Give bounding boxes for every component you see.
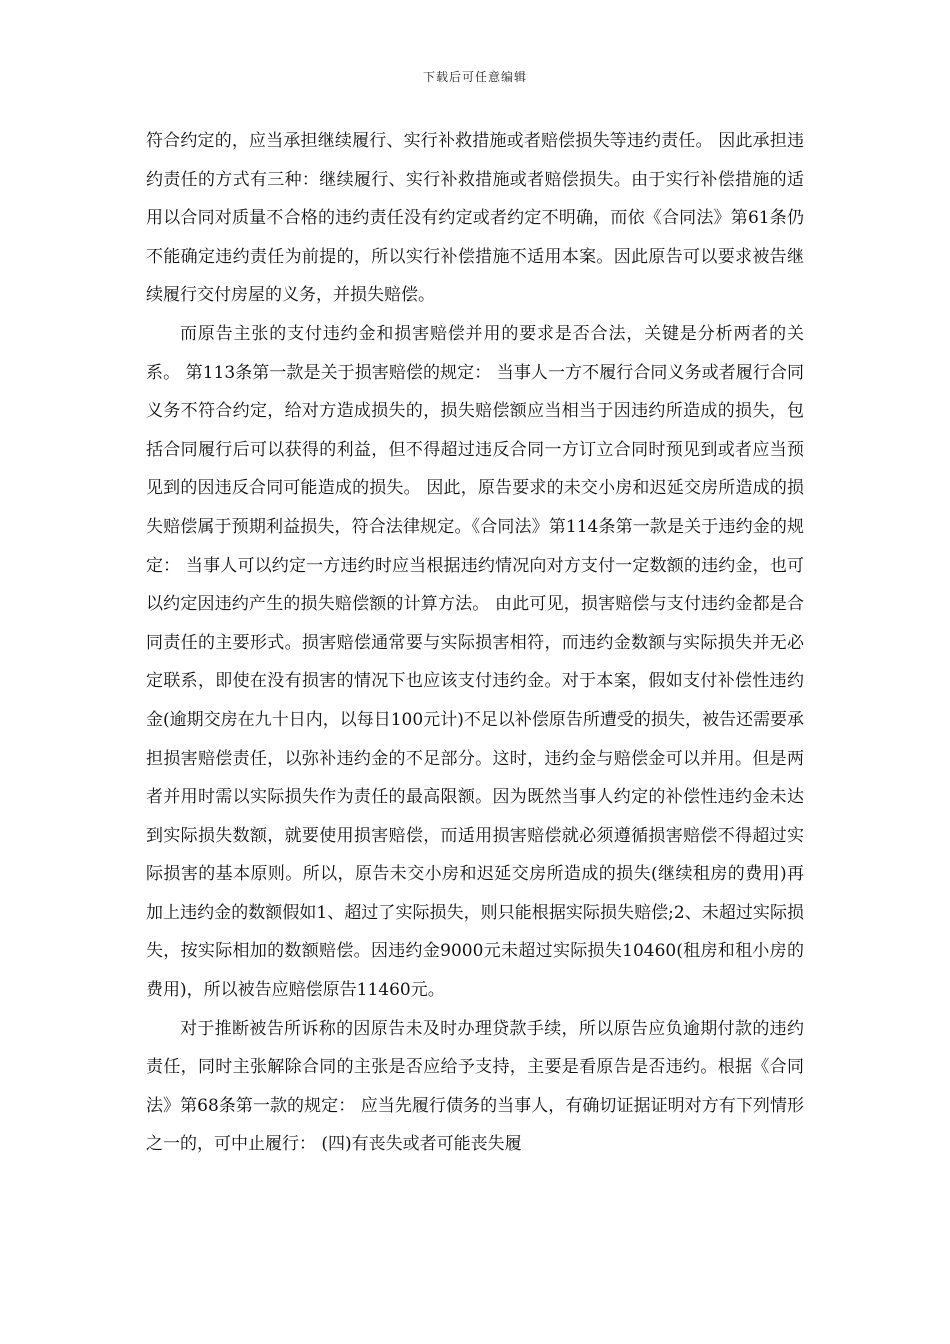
document-body bbox=[146, 122, 804, 1164]
page-header: 下载后可任意编辑 bbox=[422, 70, 527, 84]
paragraph-2: 而原告主张的支付违约金和损害赔偿并用的要求是否合法，关键是分析两者的关系。 第113条第一款是关于损害赔偿的规定： 当事人一方不履行合同义务或者履行合同义务不符合约定，给对方造成损失的，损失赔偿额应当相当于因违约所造成的损失，包括合同履行后可以获得的利益，但不得超过违反合同一方订立合同时预见到或者应当预见到的因违反合同可能造成的损失。 因此，原告要求的未交小房和迟延交房所造成的损失赔偿属于预期利益损失，符合法律规定。《合同法》第114条第一款是关于违约金的规定： 当事人可以约定一方违约时应当根据违约情况向对方支付一定数额的违约金，也可以约定因违约产生的损失赔偿额的计算方法。 由此可见，损害赔偿与支付违约金都是合同责任的主要形式。损害赔偿通常要与实际损害相符，而违约金数额与实际损失并无必定联系，即使在没有损害的情况下也应该支付违约金。对于本案，假如支付补偿性违约金(逾期交房在九十日内，以每日100元计)不足以补偿原告所遭受的损失，被告还需要承担损害赔偿责任，以弥补违约金的不足部分。这时，违约金与赔偿金可以并用。但是两者并用时需以实际损失作为责任的最高限额。因为既然当事人约定的补偿性违约金未达到实际损失数额，就要使用损害赔偿，而适用损害赔偿就必须遵循损害赔偿不得超过实际损害的基本原则。所以，原告未交小房和迟延交房所造成的损失(继续租房的费用)再加上违约金的数额假如1、超过了实际损失，则只能根据实际损失赔偿;2、未超过实际损失，按实际相加的数额赔偿。因违约金9000元未超过实际损失10460(租房和租小房的费用)，所以被告应赔偿原告11460元。 bbox=[146, 323, 804, 1001]
paragraph-3: 对于推断被告所诉称的因原告未及时办理贷款手续，所以原告应负逾期付款的违约责任，同时主张解除合同的主张是否应给予支持，主要是看原告是否违约。根据《合同法》第68条第一款的规定： 应当先履行债务的当事人，有确切证据证明对方有下列情形之一的，可中止履行： (四)有丧失或者可能丧失履 bbox=[146, 1018, 804, 1155]
paragraph-1: 符合约定的，应当承担继续履行、实行补救措施或者赔偿损失等违约责任。 因此承担违约责任的方式有三种：继续履行、实行补救措施或者赔偿损失。由于实行补偿措施的适用以合同对质量不合格的违约责任没有约定或者约定不明确，而依《合同法》第61条仍不能确定违约责任为前提的，所以实行补偿措施不适用本案。因此原告可以要求被告继续履行交付房屋的义务，并损失赔偿。 bbox=[146, 131, 804, 306]
